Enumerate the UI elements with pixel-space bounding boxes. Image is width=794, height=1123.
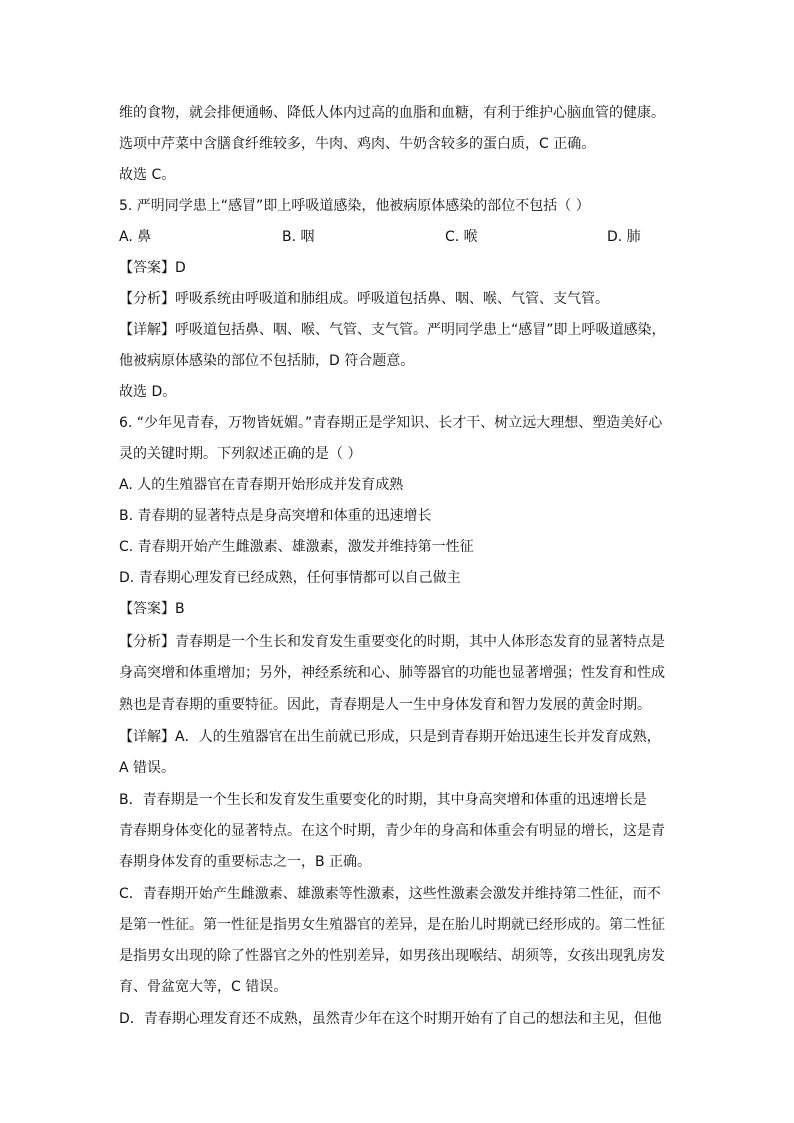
question-6-stem: 灵的关键时期。下列叙述正确的是（ ） [119, 446, 362, 462]
text-line: 是指男女出现的除了性器官之外的性别差异，如男孩出现喉结、胡须等，女孩出现乳房发 [119, 948, 665, 964]
text-line: 身高突增和体重增加；另外，神经系统和心、肺等器官的功能也显著增强；性发育和性成 [119, 665, 665, 681]
text-line: 选项中芹菜中含膳食纤维较多，牛肉、鸡肉、牛奶含较多的蛋白质，C 正确。 [119, 136, 596, 152]
explanation-line: 【详解】呼吸道包括鼻、咽、喉、气管、支气管。严明同学患上“感冒”即上呼吸道感染， [119, 322, 666, 338]
q5-option-a: A. 鼻 [119, 229, 152, 245]
text-line: 春期身体发育的重要标志之一，B 正确。 [119, 854, 372, 870]
text-line: 是第一性征。第一性征是指男女生殖器官的差异，是在胎儿时期就已经形成的。第二性征 [119, 917, 665, 933]
q6-option-b: B. 青春期的显著特点是身高突增和体重的迅速增长 [119, 508, 432, 524]
text-line: 熟也是青春期的重要特征。因此，青春期是人一生中身体发育和智力发展的黄金时期。 [119, 697, 651, 713]
text-line: 育、骨盆宽大等，C 错误。 [119, 979, 288, 995]
q5-option-b: B. 咽 [282, 229, 315, 245]
text-line: B．青春期是一个生长和发育发生重要变化的时期，其中身高突增和体重的迅速增长是 [119, 792, 647, 808]
q6-option-d: D. 青春期心理发育已经成熟，任何事情都可以自己做主 [119, 570, 461, 586]
answer-line: 【答案】B [119, 601, 185, 617]
text-line: C．青春期开始产生雌激素、雄激素等性激素，这些性激素会激发并维持第二性征，而不 [119, 886, 661, 902]
q6-option-a: A. 人的生殖器官在青春期开始形成并发育成熟 [119, 477, 404, 493]
q5-option-d: D. 肺 [607, 229, 641, 245]
text-line: 维的食物，就会排便通畅、降低人体内过高的血脂和血糖，有利于维护心脑血管的健康。 [119, 105, 665, 121]
explanation-line: 【详解】A．人的生殖器官在出生前就已形成，只是到青春期开始迅速生长并发育成熟， [119, 729, 661, 745]
analysis-line: 【分析】青春期是一个生长和发育发生重要变化的时期，其中人体形态发育的显著特点是 [119, 634, 665, 650]
answer-line: 【答案】D [119, 260, 186, 276]
text-line: A 错误。 [119, 760, 176, 776]
text-line: 他被病原体感染的部位不包括肺，D 符合题意。 [119, 353, 415, 369]
text-line: 故选 C。 [119, 167, 176, 183]
text-line: D．青春期心理发育还不成熟，虽然青少年在这个时期开始有了自己的想法和主见，但他 [119, 1011, 662, 1027]
analysis-line: 【分析】呼吸系统由呼吸道和肺组成。呼吸道包括鼻、咽、喉、气管、支气管。 [119, 291, 609, 307]
question-6-stem: 6. “少年见青春，万物皆妩媚。”青春期正是学知识、长才干、树立远大理想、塑造美好心 [119, 415, 663, 431]
question-5-stem: 5. 严明同学患上“感冒”即上呼吸道感染，他被病原体感染的部位不包括（ ） [119, 198, 590, 214]
q6-option-c: C. 青春期开始产生雌激素、雄激素，激发并维持第一性征 [119, 539, 474, 555]
text-line: 青春期身体变化的显著特点。在这个时期，青少年的身高和体重会有明显的增长，这是青 [119, 823, 665, 839]
text-line: 故选 D。 [119, 384, 177, 400]
q5-option-c: C. 喉 [445, 229, 478, 245]
